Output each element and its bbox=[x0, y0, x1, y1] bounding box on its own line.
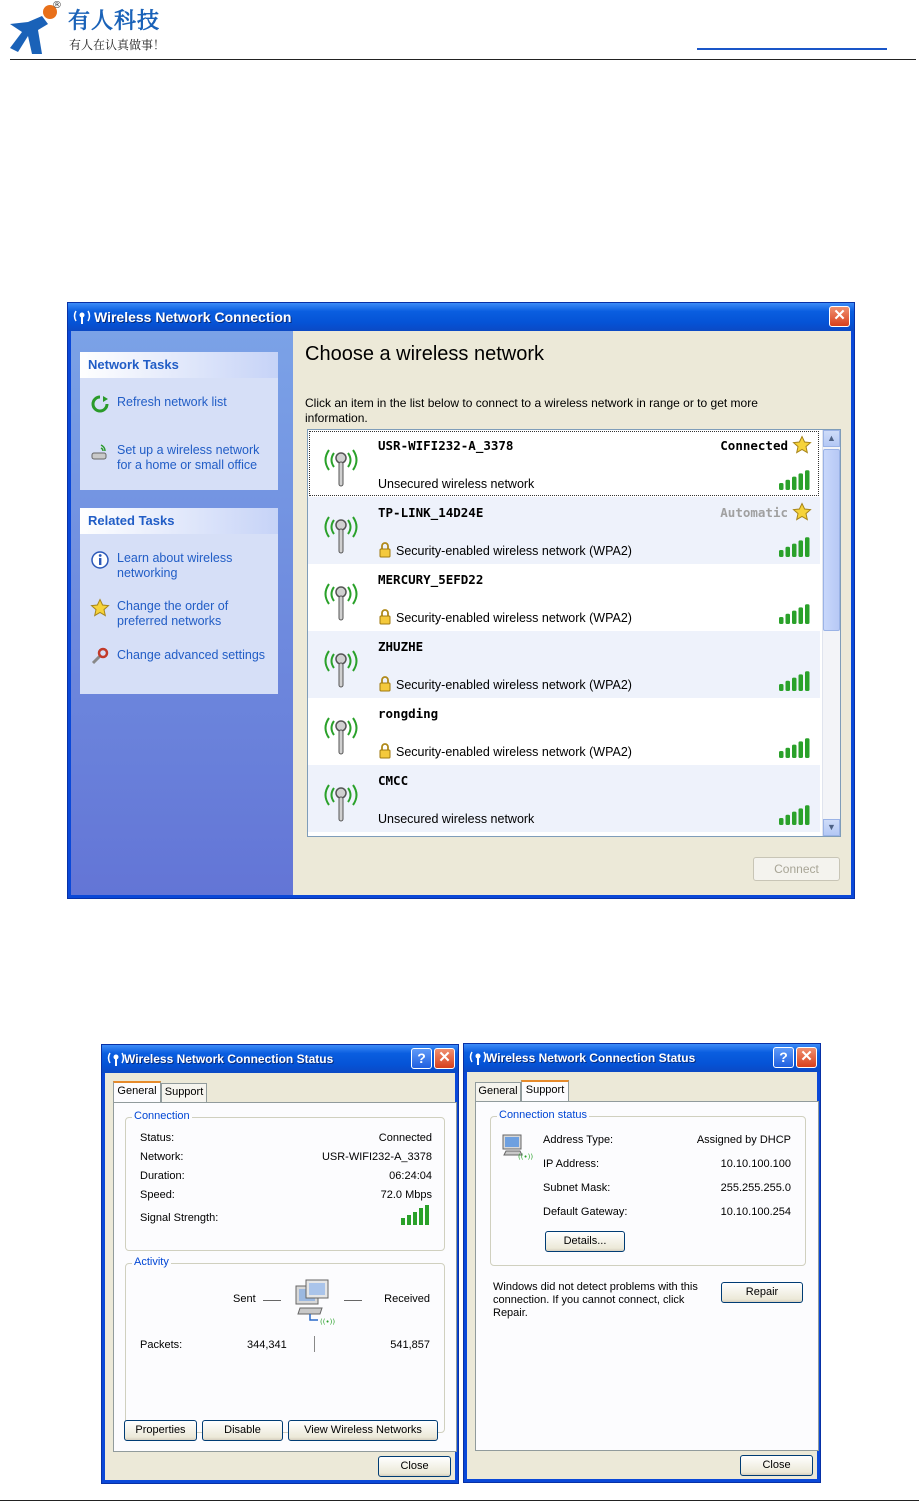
learn-about-wireless-label: Learn about wireless networking bbox=[117, 551, 233, 580]
wireless-icon bbox=[106, 1049, 126, 1067]
window-title: Wireless Network Connection Status bbox=[486, 1051, 696, 1065]
footer-divider bbox=[0, 1500, 919, 1501]
ip-address-value: 10.10.100.100 bbox=[720, 1158, 791, 1170]
subnet-mask-value: 255.255.255.0 bbox=[720, 1182, 791, 1194]
lock-icon bbox=[378, 676, 392, 692]
network-security: Unsecured wireless network bbox=[378, 477, 535, 491]
main-pane bbox=[293, 331, 851, 895]
network-security: Security-enabled wireless network (WPA2) bbox=[396, 611, 632, 625]
close-button[interactable]: ✕ bbox=[434, 1048, 455, 1069]
help-button[interactable]: ? bbox=[773, 1047, 794, 1068]
header-link-underline bbox=[697, 48, 887, 50]
network-list-item[interactable] bbox=[308, 698, 820, 765]
wireless-antenna-icon bbox=[320, 777, 362, 823]
close-button[interactable]: ✕ bbox=[829, 306, 850, 327]
network-list-item[interactable] bbox=[308, 430, 820, 497]
page-title: Choose a wireless network bbox=[305, 343, 544, 365]
info-icon bbox=[90, 550, 110, 570]
view-wireless-networks-button[interactable]: View Wireless Networks bbox=[288, 1420, 438, 1441]
svg-text:((•)): ((•)) bbox=[518, 1153, 534, 1161]
wireless-antenna-icon bbox=[320, 643, 362, 689]
scroll-thumb[interactable] bbox=[823, 449, 840, 631]
window-body bbox=[467, 1072, 817, 1479]
related-tasks-box bbox=[80, 508, 278, 694]
help-button[interactable]: ? bbox=[411, 1048, 432, 1069]
scroll-down-button[interactable]: ▼ bbox=[823, 819, 840, 836]
details-button[interactable]: Details... bbox=[545, 1231, 625, 1252]
general-tab-panel bbox=[113, 1102, 457, 1452]
wireless-antenna-icon bbox=[320, 710, 362, 756]
signal-strength-icon bbox=[778, 671, 812, 691]
signal-strength-label: Signal Strength: bbox=[140, 1212, 219, 1224]
window-title: Wireless Network Connection bbox=[94, 309, 292, 325]
duration-value: 06:24:04 bbox=[389, 1170, 432, 1182]
network-ssid: rongding bbox=[378, 706, 439, 721]
related-tasks-header: Related Tasks bbox=[80, 508, 278, 534]
signal-strength-icon bbox=[400, 1204, 432, 1226]
network-security: Security-enabled wireless network (WPA2) bbox=[396, 678, 632, 692]
tab-general[interactable]: General bbox=[475, 1082, 521, 1101]
close-dialog-button[interactable]: Close bbox=[378, 1456, 451, 1477]
wireless-antenna-icon bbox=[320, 576, 362, 622]
signal-strength-icon bbox=[778, 537, 812, 557]
refresh-icon bbox=[90, 394, 110, 414]
default-gateway-value: 10.10.100.254 bbox=[720, 1206, 791, 1218]
network-security: Security-enabled wireless network (WPA2) bbox=[396, 745, 632, 759]
default-gateway-label: Default Gateway: bbox=[543, 1206, 628, 1218]
lock-icon bbox=[378, 743, 392, 759]
settings-icon bbox=[90, 647, 110, 667]
diagnostic-message: Windows did not detect problems with this connection. If you cannot connect, click Repair. bbox=[493, 1281, 698, 1319]
wireless-setup-icon bbox=[90, 442, 110, 462]
window-body bbox=[71, 331, 851, 895]
wireless-icon bbox=[72, 307, 92, 325]
connection-group-label: Connection bbox=[134, 1110, 190, 1122]
status-value: Connected bbox=[378, 1132, 432, 1144]
network-tasks-box bbox=[80, 352, 278, 490]
received-line bbox=[344, 1300, 362, 1301]
properties-button[interactable]: Properties bbox=[124, 1420, 197, 1441]
network-label: Network: bbox=[140, 1151, 184, 1163]
ip-address-label: IP Address: bbox=[543, 1158, 600, 1170]
network-security: Security-enabled wireless network (WPA2) bbox=[396, 544, 632, 558]
wireless-icon bbox=[468, 1048, 488, 1066]
tab-general[interactable]: General bbox=[113, 1081, 161, 1102]
duration-label: Duration: bbox=[140, 1170, 185, 1182]
network-list-item[interactable] bbox=[308, 497, 820, 564]
svg-text:((•)): ((•)) bbox=[320, 1318, 336, 1326]
signal-strength-icon bbox=[778, 470, 812, 490]
address-type-value: Assigned by DHCP bbox=[696, 1134, 791, 1146]
status-label: Status: bbox=[140, 1132, 175, 1144]
lock-icon bbox=[378, 609, 392, 625]
connection-status-group bbox=[490, 1109, 806, 1266]
scroll-up-button[interactable]: ▲ bbox=[823, 430, 840, 447]
network-computers-icon bbox=[288, 1278, 338, 1326]
change-order-preferred-label: Change the order of preferred networks bbox=[117, 599, 229, 628]
signal-strength-icon bbox=[778, 604, 812, 624]
network-ssid: CMCC bbox=[378, 773, 409, 788]
repair-button[interactable]: Repair bbox=[721, 1282, 803, 1303]
title-bar bbox=[102, 1045, 458, 1073]
speed-value: 72.0 Mbps bbox=[380, 1189, 432, 1201]
network-ssid: USR-WIFI232-A_3378 bbox=[378, 438, 514, 453]
network-list-item[interactable] bbox=[308, 564, 820, 631]
network-ssid: MERCURY_5EFD22 bbox=[378, 572, 484, 587]
speed-label: Speed: bbox=[140, 1189, 175, 1201]
network-list-item[interactable] bbox=[308, 631, 820, 698]
network-ssid: TP-LINK_14D24E bbox=[378, 505, 484, 520]
task-pane bbox=[71, 331, 293, 895]
packets-sent-value: 344,341 bbox=[247, 1339, 287, 1351]
connection-status-group-label: Connection status bbox=[499, 1109, 588, 1121]
packets-label: Packets: bbox=[140, 1339, 183, 1351]
subnet-mask-label: Subnet Mask: bbox=[543, 1182, 611, 1194]
company-slogan: 有人在认真做事！ bbox=[69, 38, 166, 52]
wireless-antenna-icon bbox=[320, 442, 362, 488]
close-dialog-button[interactable]: Close bbox=[740, 1455, 813, 1476]
sent-label: Sent bbox=[233, 1293, 256, 1305]
scrollbar[interactable] bbox=[822, 430, 840, 836]
tab-support[interactable]: Support bbox=[161, 1083, 207, 1102]
network-list-item[interactable] bbox=[308, 765, 820, 832]
change-advanced-settings-label: Change advanced settings bbox=[117, 648, 266, 662]
signal-strength-icon bbox=[778, 805, 812, 825]
company-name: 有人科技 bbox=[68, 9, 161, 34]
header-divider bbox=[10, 59, 916, 60]
address-type-label: Address Type: bbox=[543, 1134, 614, 1146]
network-state: Connected bbox=[720, 438, 788, 453]
network-state: Automatic bbox=[720, 505, 788, 520]
registered-mark: ® bbox=[52, 0, 62, 11]
status-window-support bbox=[463, 1043, 821, 1483]
network-ssid: ZHUZHE bbox=[378, 639, 424, 654]
disable-button[interactable]: Disable bbox=[202, 1420, 283, 1441]
wireless-antenna-icon bbox=[320, 509, 362, 555]
network-list bbox=[307, 429, 841, 837]
window-title: Wireless Network Connection Status bbox=[124, 1052, 334, 1066]
connect-button[interactable]: Connect bbox=[753, 857, 840, 881]
title-bar bbox=[464, 1044, 820, 1072]
connection-group bbox=[125, 1110, 445, 1251]
tab-support[interactable]: Support bbox=[521, 1080, 569, 1101]
support-tab-panel bbox=[475, 1101, 819, 1451]
network-connection-icon bbox=[501, 1131, 534, 1161]
title-bar bbox=[68, 303, 854, 331]
status-window-general bbox=[101, 1044, 459, 1484]
activity-group-label: Activity bbox=[134, 1256, 169, 1268]
packets-received-value: 541,857 bbox=[390, 1339, 430, 1351]
close-button[interactable]: ✕ bbox=[796, 1047, 817, 1068]
network-security: Unsecured wireless network bbox=[378, 812, 535, 826]
network-tasks-header: Network Tasks bbox=[80, 352, 278, 378]
network-value: USR-WIFI232-A_3378 bbox=[321, 1151, 432, 1163]
setup-wireless-network-label: Set up a wireless network for a home or small office bbox=[117, 443, 260, 472]
received-label: Received bbox=[384, 1293, 430, 1305]
preferred-star-icon bbox=[792, 502, 812, 522]
wireless-network-connection-window bbox=[67, 302, 855, 899]
instruction-text: Click an item in the list below to connect to a wireless network in range or to get more information. bbox=[305, 396, 758, 425]
preferred-star-icon bbox=[792, 435, 812, 455]
activity-group bbox=[125, 1256, 445, 1433]
packets-divider bbox=[314, 1336, 315, 1352]
sent-line bbox=[263, 1300, 281, 1301]
refresh-network-list-label: Refresh network list bbox=[117, 395, 227, 409]
lock-icon bbox=[378, 542, 392, 558]
star-icon bbox=[90, 598, 110, 618]
signal-strength-icon bbox=[778, 738, 812, 758]
window-body bbox=[105, 1073, 455, 1480]
document-header bbox=[0, 0, 919, 62]
